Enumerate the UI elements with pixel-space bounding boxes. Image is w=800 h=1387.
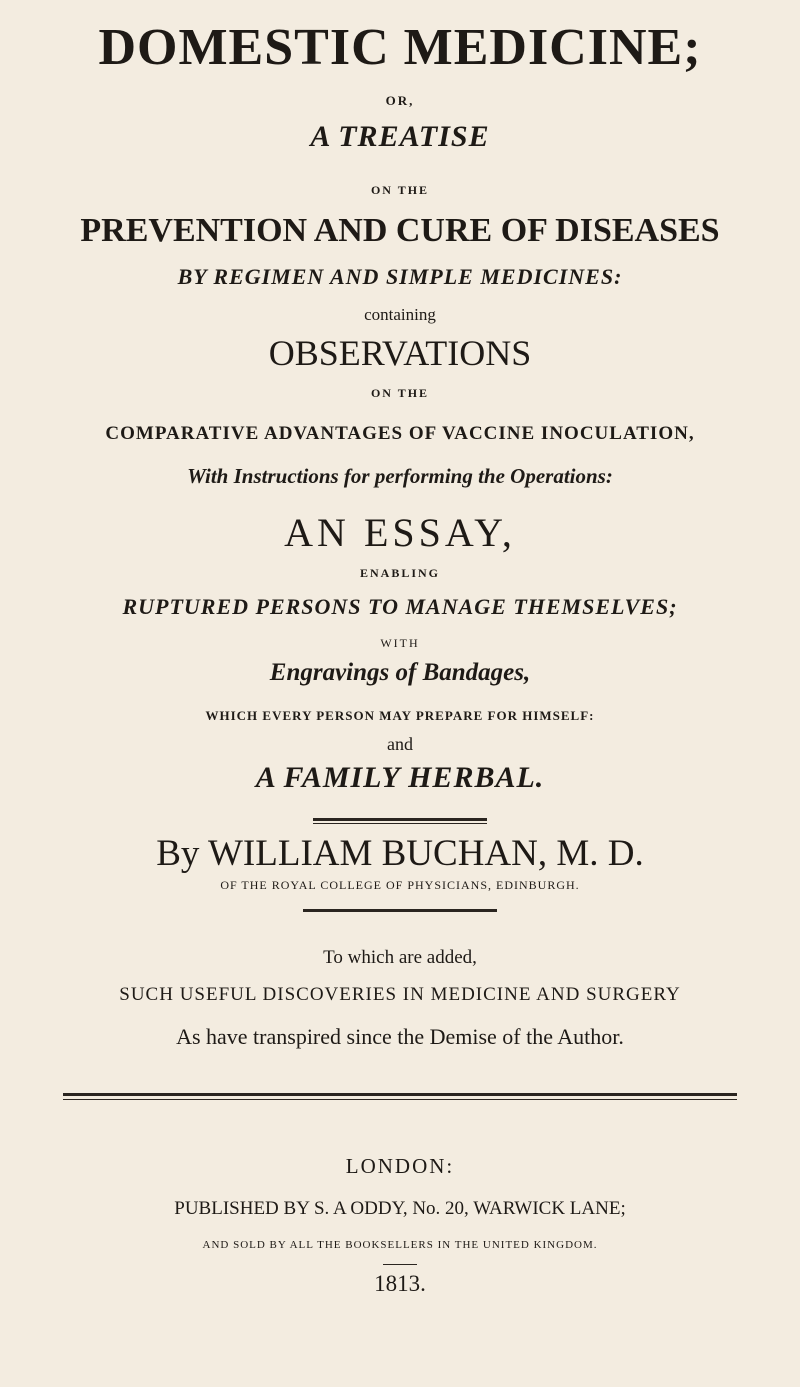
instructions-line: With Instructions for performing the Operations: (187, 464, 613, 488)
enabling-line: ENABLING (359, 566, 440, 580)
added-line: To which are added, (323, 947, 477, 968)
divider (383, 1264, 417, 1265)
family-herbal-line: A FAMILY HERBAL. (255, 761, 545, 794)
divider (313, 823, 487, 824)
publisher-line: PUBLISHED BY S. A ODDY, No. 20, WARWICK LANE; (174, 1198, 626, 1219)
divider (313, 818, 487, 821)
observations-heading: OBSERVATIONS (268, 333, 532, 373)
divider (303, 909, 497, 912)
containing-line: containing (364, 305, 436, 324)
divider (63, 1099, 737, 1100)
on-the-1: ON THE (370, 183, 430, 197)
ruptured-line: RUPTURED PERSONS TO MANAGE THEMSELVES; (122, 594, 678, 619)
divider (63, 1093, 737, 1096)
year-line: 1813. (374, 1271, 426, 1296)
transpired-line: As have transpired since the Demise of the Author. (176, 1024, 624, 1049)
author-affiliation: OF THE ROYAL COLLEGE OF PHYSICIANS, EDINBURGH. (220, 878, 580, 892)
with-line: WITH (380, 636, 420, 650)
engravings-line: Engravings of Bandages, (269, 659, 531, 686)
and-line: and (387, 734, 413, 754)
author-line: By WILLIAM BUCHAN, M. D. (156, 833, 644, 874)
which-line: WHICH EVERY PERSON MAY PREPARE FOR HIMSELF: (205, 708, 595, 723)
prevention-heading: PREVENTION AND CURE OF DISEASES (80, 212, 720, 249)
vaccine-line: COMPARATIVE ADVANTAGES OF VACCINE INOCULATION, (105, 423, 695, 444)
on-the-2: ON THE (370, 386, 430, 400)
main-title: DOMESTIC MEDICINE; (98, 19, 702, 76)
regimen-line: BY REGIMEN AND SIMPLE MEDICINES: (177, 264, 623, 289)
essay-heading: AN ESSAY, (284, 510, 516, 555)
or-line: OR, (385, 93, 415, 108)
subtitle-treatise: A TREATISE (310, 120, 490, 153)
sold-line: AND SOLD BY ALL THE BOOKSELLERS IN THE UNITED KINGDOM. (202, 1239, 598, 1251)
discoveries-line: SUCH USEFUL DISCOVERIES IN MEDICINE AND SURGERY (119, 984, 681, 1005)
place-line: LONDON: (345, 1154, 455, 1178)
